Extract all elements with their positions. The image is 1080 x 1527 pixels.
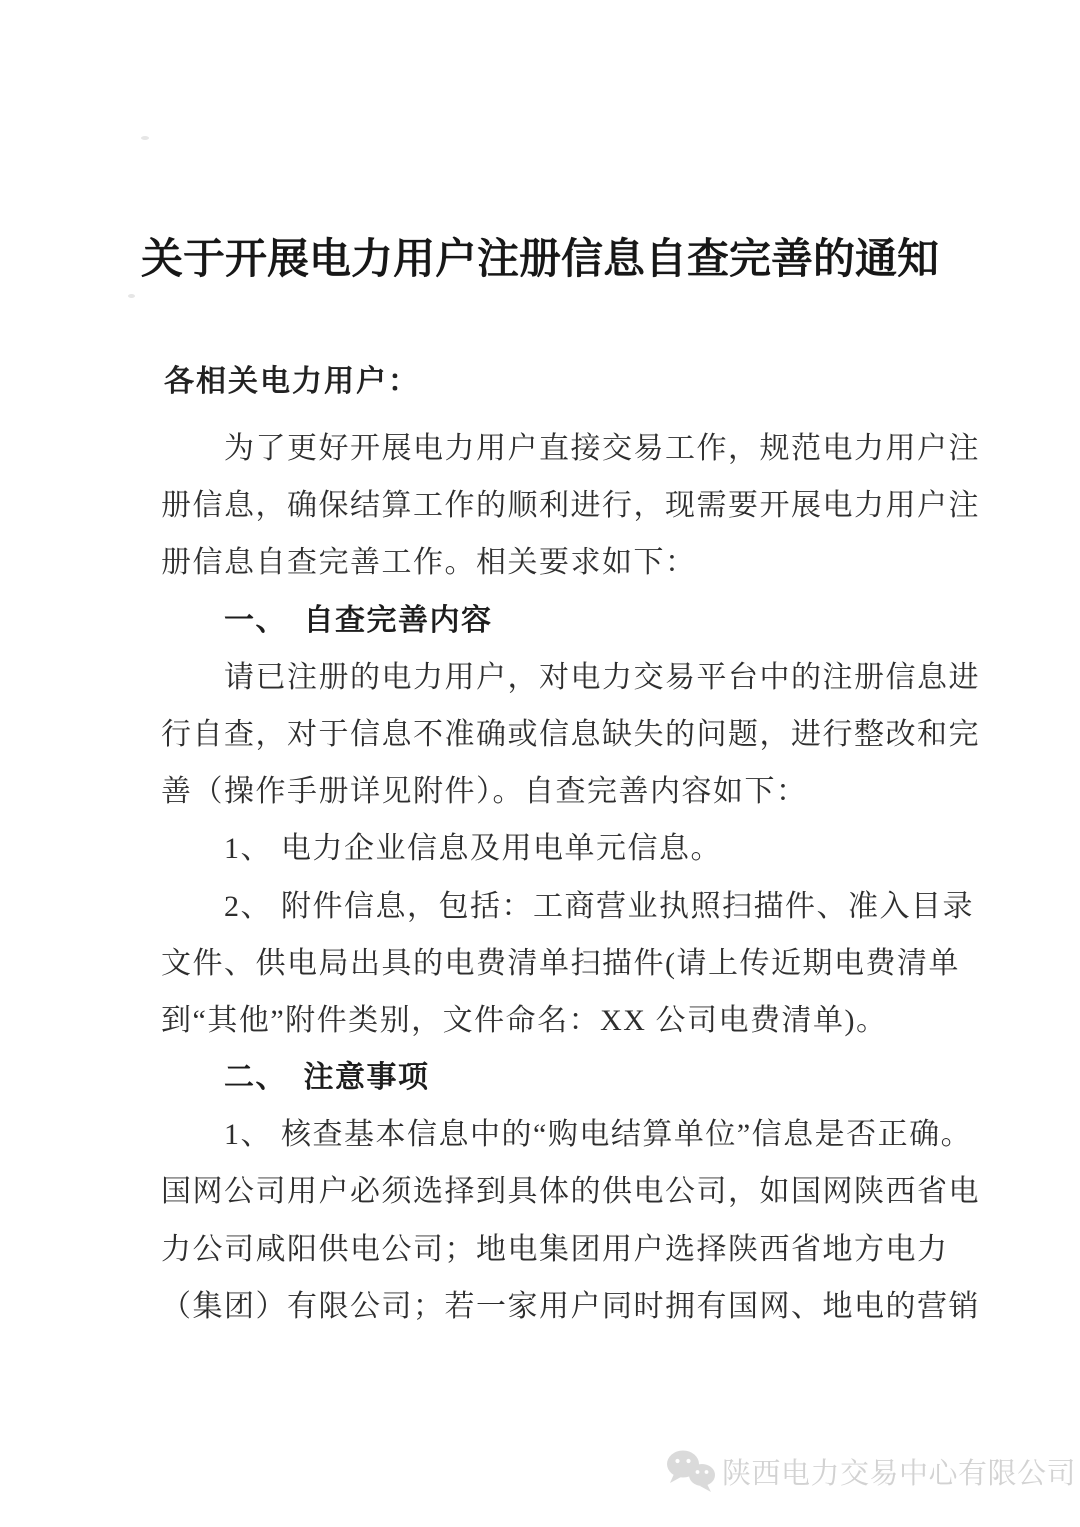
- body-line: 为了更好开展电力用户直接交易工作，规范电力用户注: [224, 432, 980, 465]
- body-line: （集团）有限公司；若一家用户同时拥有国网、地电的营销: [161, 1289, 980, 1323]
- body-line: 行自查，对于信息不准确或信息缺失的问题，进行整改和完: [161, 717, 980, 751]
- body-line: 国网公司用户必须选择到具体的供电公司，如国网陕西省电: [161, 1175, 980, 1209]
- wechat-icon: [664, 1448, 718, 1494]
- body-line: 请已注册的电力用户，对电力交易平台中的注册信息进: [224, 660, 980, 694]
- body-line: 到“其他”附件类别，文件命名：XX 公司电费清单)。: [161, 1003, 888, 1037]
- salutation: 各相关电力用户：: [164, 365, 420, 398]
- list-item: 1、 电力企业信息及用电单元信息。: [224, 832, 722, 866]
- document-title: 关于开展电力用户注册信息自查完善的通知: [140, 237, 939, 283]
- body-line: 文件、供电局出具的电费清单扫描件(请上传近期电费清单: [161, 946, 960, 980]
- body-line: 册信息自查完善工作。相关要求如下：: [161, 546, 697, 580]
- body-line: 善（操作手册详见附件）。自查完善内容如下：: [161, 775, 808, 809]
- section-heading: 二、 注意事项: [224, 1061, 430, 1095]
- scan-artifact: [128, 294, 135, 298]
- section-heading: 一、 自查完善内容: [224, 603, 493, 637]
- body-line: 力公司咸阳供电公司；地电集团用户选择陕西省地方电力: [161, 1232, 949, 1266]
- document-body: [161, 420, 980, 1335]
- body-line: 册信息，确保结算工作的顺利进行，现需要开展电力用户注: [161, 489, 980, 523]
- scan-artifact: [141, 136, 149, 140]
- list-item: 2、 附件信息，包括：工商营业执照扫描件、准入目录: [224, 889, 974, 923]
- watermark: [664, 1448, 1076, 1494]
- list-item: 1、 核查基本信息中的“购电结算单位”信息是否正确。: [224, 1118, 973, 1152]
- watermark-company-name: 陕西电力交易中心有限公司: [722, 1457, 1077, 1490]
